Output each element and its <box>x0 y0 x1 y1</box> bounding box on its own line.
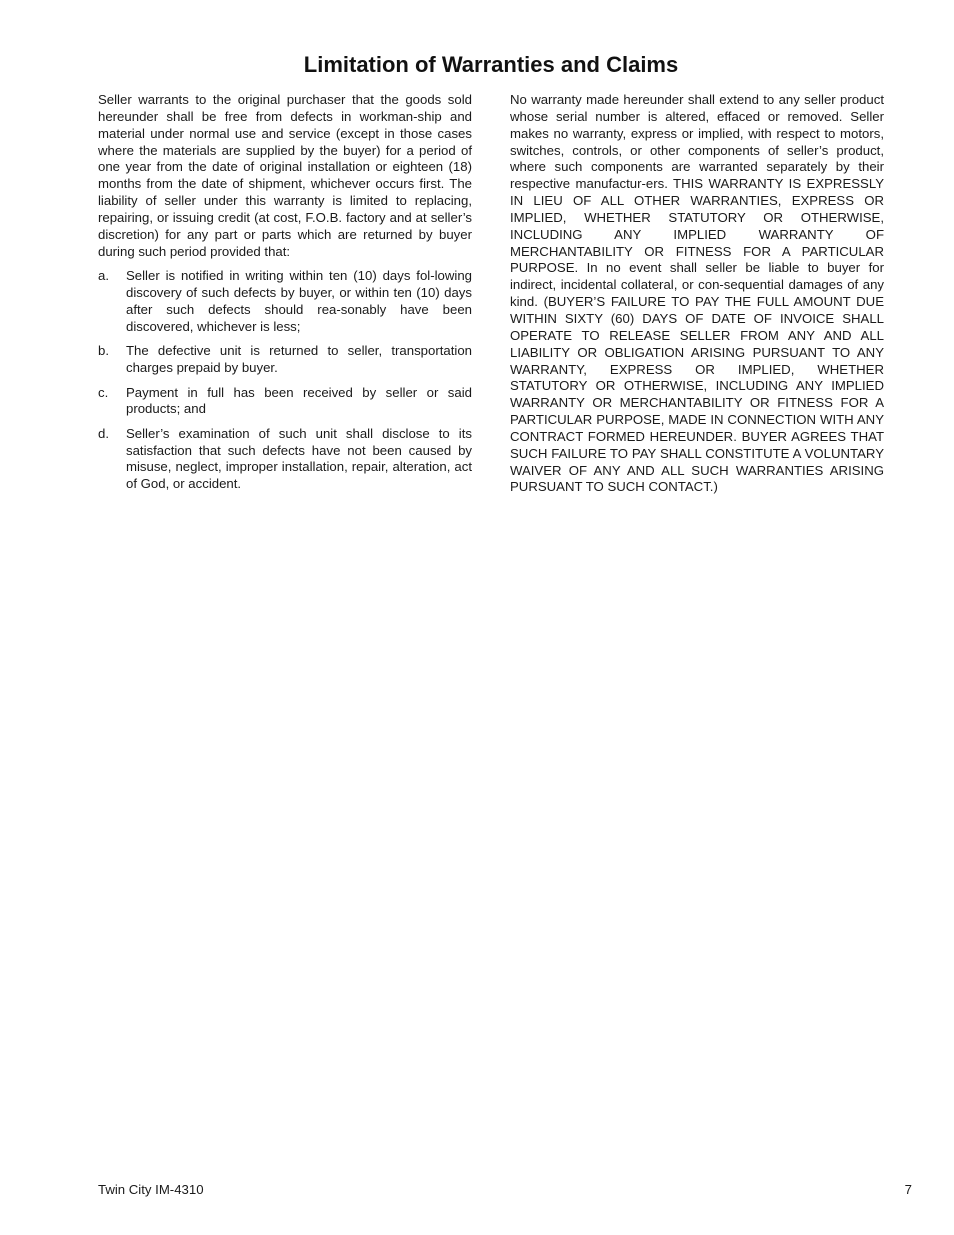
condition-item-d <box>98 426 472 493</box>
page-title: Limitation of Warranties and Claims <box>303 52 679 77</box>
footer-page-number: 7 <box>904 1182 912 1197</box>
condition-marker: b. <box>98 343 109 359</box>
condition-text: Payment in full has been received by seller or said products; and <box>126 384 472 417</box>
condition-marker: d. <box>98 425 109 441</box>
condition-text: The defective unit is returned to seller, transportation charges prepaid by buyer. <box>126 343 472 376</box>
warranty-exclusions-paragraph: No warranty made hereunder shall extend to any seller product whose serial number is altered, effaced or removed. Seller makes no warranty, express or implied, with respect to motors, switches, controls, or other components of seller’s product, where such components are warranted separately by their respective manufactur-ers. THIS WARRANTY IS EXPRESSLY IN LIEU OF ALL OTHER WARRANTIES, EXPRESS OR IMPLIED, WHETHER STATUTORY OR OTHERWISE, INCLUDING ANY IMPLIED WARRANTY OF MERCHANTABILITY OR FITNESS FOR A PARTICULAR PURPOSE. In no event shall seller be liable to buyer for indirect, incidental collateral, or con-sequential damages of any kind. (BUYER’S FAILURE TO PAY THE FULL AMOUNT DUE WITHIN SIXTY (60) DAYS OF DATE OF INVOICE SHALL OPERATE TO RELEASE SELLER FROM ANY AND ALL LIABILITY OR OBLIGATION ARISING PURSUANT TO ANY WARRANTY, EXPRESS OR IMPLIED, WHETHER STATUTORY OR OTHERWISE, INCLUDING ANY IMPLIED WARRANTY OR MERCHANTABILITY OR FITNESS FOR A PARTICULAR PURPOSE, MADE IN CONNECTION WITH ANY CONTRACT FORMED HEREUNDER. BUYER AGREES THAT SUCH FAILURE TO PAY SHALL CONSTITUTE A VOLUNTARY WAIVER OF ANY AND ALL SUCH WARRANTIES ARISING PURSUANT TO SUCH CONTACT.) <box>510 92 884 495</box>
warranty-intro-paragraph: Seller warrants to the original purchaser that the goods sold hereunder shall be free from defects in workman-ship and material under normal use and service (except in those cases where the materials are supplied by the buyer) for a period of one year from the date of original installation or eighteen (18) months from the date of shipment, whichever occurs first. The liability of seller under this warranty is limited to replacing, repairing, or issuing credit (at cost, F.O.B. factory and at seller’s discretion) for any part or parts which are returned by buyer during such period provided that: <box>98 92 472 259</box>
condition-marker: a. <box>98 268 109 284</box>
condition-text: Seller’s examination of such unit shall disclose to its satisfaction that such defects have not been caused by misuse, neglect, improper installation, repair, alteration, act of God, or accident. <box>126 425 472 492</box>
right-column <box>510 92 884 496</box>
condition-item-c <box>98 385 472 419</box>
condition-text: Seller is notified in writing within ten (10) days fol-lowing discovery of such defects by buyer, or within ten (10) days after such defects should rea-sonably have been discovered, whichever is less; <box>126 268 472 334</box>
condition-marker: c. <box>98 384 109 400</box>
footer-document-id: Twin City IM-4310 <box>98 1182 204 1197</box>
warranty-conditions-list <box>98 268 472 493</box>
left-column <box>98 92 472 501</box>
condition-item-a <box>98 268 472 335</box>
condition-item-b <box>98 343 472 377</box>
